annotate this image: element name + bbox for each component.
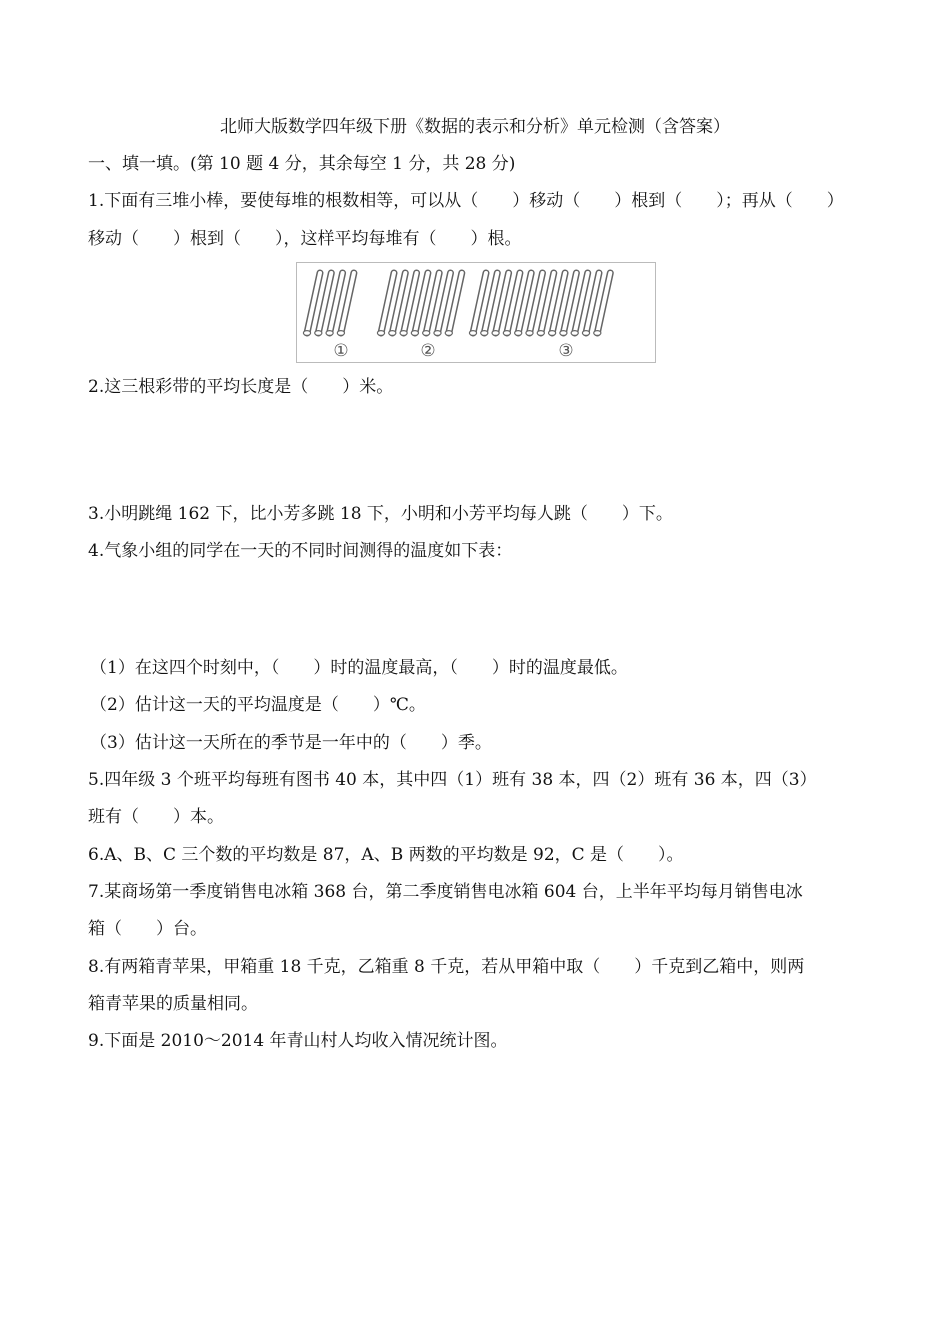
question-5-line-1: 5.四年级 3 个班平均每班有图书 40 本，其中四（1）班有 38 本，四（2）班有 36 本，四（3） bbox=[88, 770, 817, 790]
stick-end bbox=[560, 331, 567, 336]
stick-end bbox=[423, 331, 430, 336]
stick-end bbox=[377, 331, 384, 336]
stick-pile-2 bbox=[377, 273, 461, 335]
stick-end bbox=[411, 331, 418, 336]
sticks-figure bbox=[296, 262, 656, 363]
stick-end bbox=[326, 331, 333, 336]
stick-end bbox=[469, 331, 476, 336]
stick-end bbox=[303, 331, 310, 336]
question-6: 6.A、B、C 三个数的平均数是 87，A、B 两数的平均数是 92，C 是（ ）。 bbox=[88, 845, 684, 865]
question-7-line-2: 箱（ ）台。 bbox=[88, 919, 207, 939]
question-7-line-1: 7.某商场第一季度销售电冰箱 368 台，第二季度销售电冰箱 604 台，上半年平均每月销售电冰 bbox=[88, 882, 803, 902]
question-8-line-2: 箱青苹果的质量相同。 bbox=[88, 994, 258, 1014]
stick-end bbox=[434, 331, 441, 336]
question-1-line-2: 移动（ ）根到（ ），这样平均每堆有（ ）根。 bbox=[88, 229, 522, 249]
stick-end bbox=[526, 331, 533, 336]
stick-end bbox=[515, 331, 522, 336]
pile-label-3: ③ bbox=[558, 341, 574, 361]
pile-label-2: ② bbox=[420, 341, 436, 361]
question-8-line-1: 8.有两箱青苹果，甲箱重 18 千克，乙箱重 8 千克，若从甲箱中取（ ）千克到乙箱中，则两 bbox=[88, 957, 805, 977]
question-4-part-2: （2）估计这一天的平均温度是（ ）℃。 bbox=[90, 695, 426, 715]
question-4-part-1: （1）在这四个时刻中，（ ）时的温度最高，（ ）时的温度最低。 bbox=[90, 658, 628, 678]
question-9: 9.下面是 2010～2014 年青山村人均收入情况统计图。 bbox=[88, 1031, 508, 1051]
question-4-intro: 4.气象小组的同学在一天的不同时间测得的温度如下表： bbox=[88, 541, 513, 561]
stick-end bbox=[389, 331, 396, 336]
question-1-line-1: 1.下面有三堆小棒，要使每堆的根数相等，可以从（ ）移动（ ）根到（ ）；再从（ ） bbox=[88, 191, 844, 211]
stick-end bbox=[492, 331, 499, 336]
stick-end bbox=[481, 331, 488, 336]
stick-pile-3 bbox=[469, 273, 610, 335]
stick-end bbox=[549, 331, 556, 336]
stick-end bbox=[594, 331, 601, 336]
stick-pile-1 bbox=[303, 273, 354, 335]
question-2: 2.这三根彩带的平均长度是（ ）米。 bbox=[88, 377, 394, 397]
stick-end bbox=[337, 331, 344, 336]
question-3: 3.小明跳绳 162 下，比小芳多跳 18 下，小明和小芳平均每人跳（ ）下。 bbox=[88, 504, 673, 524]
stick-end bbox=[503, 331, 510, 336]
stick-end bbox=[315, 331, 322, 336]
stick-end bbox=[445, 331, 452, 336]
stick-end bbox=[571, 331, 578, 336]
page-title: 北师大版数学四年级下册《数据的表示和分析》单元检测（含答案） bbox=[220, 117, 730, 137]
section-heading: 一、填一填。(第 10 题 4 分，其余每空 1 分，共 28 分) bbox=[88, 154, 516, 174]
question-4-part-3: （3）估计这一天所在的季节是一年中的（ ）季。 bbox=[90, 733, 492, 753]
pile-label-1: ① bbox=[333, 341, 349, 361]
stick-end bbox=[537, 331, 544, 336]
stick-end bbox=[400, 331, 407, 336]
sticks-illustration bbox=[297, 263, 655, 362]
stick-end bbox=[582, 331, 589, 336]
question-5-line-2: 班有（ ）本。 bbox=[88, 807, 224, 827]
